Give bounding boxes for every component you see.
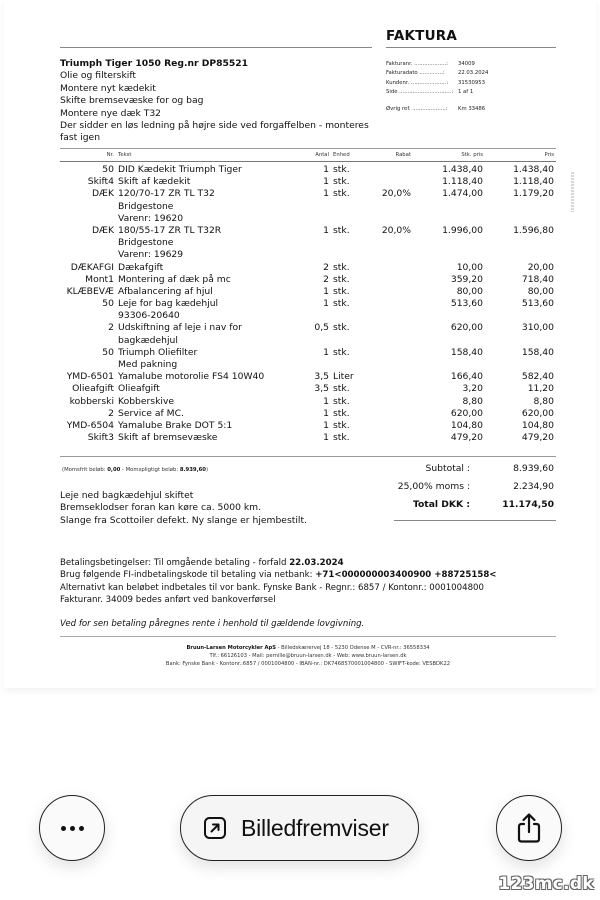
cell-pris: 1.596,80 xyxy=(513,224,554,236)
fi-text: Brug følgende FI-indbetalingskode til betaling via netbank: xyxy=(60,570,316,581)
note-line: Bremseklodser foran kan køre ca. 5000 km. xyxy=(60,502,262,514)
cell-nr: YMD-6501 xyxy=(66,371,114,383)
company-footer xyxy=(60,645,556,668)
divider xyxy=(60,148,556,149)
cell-stk-pris: 1.118,40 xyxy=(442,176,483,188)
cell-nr: DÆKAFGI xyxy=(70,261,114,273)
cell-stk-pris: 620,00 xyxy=(450,322,483,334)
cell-tekst-extra: Bridgestone xyxy=(118,237,174,249)
cell-tekst: Skift af bremsevæske xyxy=(118,432,218,444)
table-row xyxy=(60,262,556,274)
cell-stk-pris: 3,20 xyxy=(462,383,483,395)
reference-note: Fakturanr. 34009 bedes anført ved bankoverførsel xyxy=(60,595,276,606)
cell-pris: 104,80 xyxy=(521,419,554,431)
table-row xyxy=(60,274,556,286)
table-row xyxy=(60,396,556,408)
cell-nr: 2 xyxy=(108,322,114,334)
cell-enhed: stk. xyxy=(333,298,350,310)
cell-pris: 158,40 xyxy=(521,346,554,358)
company-name: Bruun-Larsen Motorcykler ApS xyxy=(186,645,277,651)
cell-enhed: stk. xyxy=(333,419,350,431)
cell-stk-pris: 166,40 xyxy=(450,371,483,383)
customer-number: 31530953 xyxy=(458,79,485,86)
cell-enhed: stk. xyxy=(333,164,350,175)
table-row xyxy=(60,408,556,420)
col-header-nr: Nr. xyxy=(106,152,114,158)
cell-antal: 1 xyxy=(323,188,329,200)
page-edge-marker xyxy=(571,172,574,212)
table-row xyxy=(60,188,556,225)
cell-nr: 50 xyxy=(102,346,114,358)
cell-antal: 2 xyxy=(323,273,329,285)
cell-antal: 1 xyxy=(323,298,329,310)
subject-line: Olie og filterskift xyxy=(60,70,136,82)
subtotal-value: 8.939,60 xyxy=(513,463,554,474)
table-row xyxy=(60,383,556,395)
more-button[interactable] xyxy=(39,795,105,861)
divider xyxy=(60,456,556,457)
cell-pris: 582,40 xyxy=(521,371,554,383)
invoice-subject xyxy=(60,58,380,145)
vat-liable-label: - Momspligtigt beløb: xyxy=(120,467,180,473)
table-row xyxy=(60,420,556,432)
invoice-title: FAKTURA xyxy=(386,28,457,44)
cell-tekst: Service af MC. xyxy=(118,407,184,419)
cell-nr: DÆK xyxy=(91,188,114,200)
invoice-lines xyxy=(60,164,556,444)
paren: ) xyxy=(205,467,209,473)
vat-free-amount: 0,00 xyxy=(107,467,121,473)
cell-antal: 2 xyxy=(323,261,329,273)
cell-enhed: stk. xyxy=(333,407,350,419)
vat-value: 2.234,90 xyxy=(513,481,554,492)
cell-tekst: Afbalancering af hjul xyxy=(118,285,213,297)
divider xyxy=(386,47,556,48)
terms-text: Betalingsbetingelser: Til omgående betaling - forfald xyxy=(60,558,290,568)
open-in-label: Billedfremviser xyxy=(241,814,389,841)
cell-antal: 1 xyxy=(323,176,329,188)
meta-label: Fakturanr. ...................: xyxy=(386,61,448,67)
cell-enhed: stk. xyxy=(333,432,350,444)
company-bank: Bank: Fynske Bank - Kontonr.:6857 / 0001004800 - IBAN-nr.: DK7468570001004800 - SWIFT-kode: VESBDK22 xyxy=(165,660,451,667)
cell-antal: 0,5 xyxy=(314,322,329,334)
cell-rabat: 20,0% xyxy=(381,224,411,236)
subject-line: Montere nyt kædekit xyxy=(60,82,156,94)
table-row xyxy=(60,286,556,298)
vat-liable-amount: 8.939,60 xyxy=(179,467,206,473)
cell-enhed: stk. xyxy=(333,176,350,188)
note-line: Slange fra Scottoiler defekt. Ny slange er hjembestilt. xyxy=(60,514,307,526)
table-row xyxy=(60,164,556,176)
cell-pris: 1.118,40 xyxy=(513,176,554,188)
col-header-tekst: Tekst xyxy=(118,152,132,158)
cell-stk-pris: 1.996,00 xyxy=(442,224,483,236)
cell-antal: 3,5 xyxy=(314,383,329,395)
cell-pris: 8,80 xyxy=(533,395,554,407)
cell-enhed: stk. xyxy=(333,188,350,200)
cell-tekst-extra: Med pakning xyxy=(118,359,178,370)
company-address: - Billedskærervej 18 - 5230 Odense M - CVR-nr.: 36558334 xyxy=(276,645,430,651)
col-header-stk-pris: Stk. pris xyxy=(461,152,483,158)
cell-enhed: stk. xyxy=(333,322,350,334)
cell-tekst: Skift af kædekit xyxy=(118,176,191,188)
subject-line: Montere nye dæk T32 xyxy=(60,107,162,119)
cell-tekst-extra: Bridgestone xyxy=(118,200,174,212)
other-reference: Km 33486 xyxy=(458,106,486,113)
cell-enhed: stk. xyxy=(333,261,350,273)
cell-tekst: Yamalube Brake DOT 5:1 xyxy=(118,419,233,431)
col-header-rabat: Rabat xyxy=(395,152,411,158)
cell-tekst: Dækafgift xyxy=(118,261,164,273)
meta-label: Øvrig ref. ....................: xyxy=(386,106,448,113)
cell-tekst: 180/55-17 ZR TL T32R xyxy=(118,224,222,236)
cell-tekst: Montering af dæk på mc xyxy=(118,273,231,285)
cell-tekst: Kobberskive xyxy=(118,395,175,407)
cell-nr: 2 xyxy=(108,407,114,419)
cell-tekst: 120/70-17 ZR TL T32 xyxy=(118,188,215,200)
meta-label: Side ...............................: xyxy=(386,88,454,95)
cell-antal: 1 xyxy=(323,419,329,431)
cell-pris: 479,20 xyxy=(521,432,554,444)
cell-nr: DÆK xyxy=(91,224,114,236)
cell-enhed: stk. xyxy=(333,285,350,297)
note-line: Leje ned bagkædehjul skiftet xyxy=(60,490,194,501)
cell-antal: 1 xyxy=(323,432,329,444)
subject-line: Skifte bremsevæske for og bag xyxy=(60,95,204,107)
share-icon xyxy=(515,812,543,844)
cell-nr: 50 xyxy=(102,164,114,175)
cell-enhed: stk. xyxy=(333,273,350,285)
cell-antal: 3,5 xyxy=(314,371,329,383)
cell-stk-pris: 104,80 xyxy=(450,419,483,431)
subject-line: Der sidder en løs ledning på højre side ved forgaffelben - monteres xyxy=(60,120,369,132)
cell-enhed: Liter xyxy=(333,371,354,383)
cell-stk-pris: 1.474,00 xyxy=(442,188,483,200)
cell-pris: 310,00 xyxy=(521,322,554,334)
watermark: 123mc.dk xyxy=(498,874,594,894)
invoice-date: 22.03.2024 xyxy=(458,70,489,77)
cell-stk-pris: 359,20 xyxy=(450,273,483,285)
cell-stk-pris: 10,00 xyxy=(456,261,483,273)
company-contact: Tlf.: 66126103 - Mail: pernille@bruun-larsen.dk - Web: www.bruun-larsen.dk xyxy=(209,652,407,659)
fi-code: +71<000000003400900 +88725158< xyxy=(315,570,497,581)
cell-pris: 620,00 xyxy=(521,407,554,419)
totals xyxy=(380,463,556,516)
invoice-meta xyxy=(386,60,556,114)
cell-antal: 1 xyxy=(323,395,329,407)
cell-stk-pris: 8,80 xyxy=(462,395,483,407)
cell-stk-pris: 479,20 xyxy=(450,432,483,444)
due-date: 22.03.2024 xyxy=(289,558,344,568)
cell-nr: Skift3 xyxy=(87,432,114,444)
cell-nr: Skift4 xyxy=(87,176,114,188)
col-header-pris: Pris xyxy=(544,152,554,158)
cell-antal: 1 xyxy=(323,224,329,236)
cell-pris: 718,40 xyxy=(521,273,554,285)
cell-tekst: Leje for bag kædehjul xyxy=(118,298,219,310)
table-header xyxy=(60,152,556,161)
cell-enhed: stk. xyxy=(333,224,350,236)
cell-nr: Olieafgift xyxy=(72,383,114,395)
vat-free-label: (Momsfrit beløb: xyxy=(62,467,108,473)
vat-summary xyxy=(62,467,208,473)
col-header-antal: Antal xyxy=(315,152,329,158)
cell-tekst-extra: Varenr: 19620 xyxy=(118,212,184,224)
cell-pris: 1.179,20 xyxy=(513,188,554,200)
vat-label: 25,00% moms : xyxy=(397,481,470,492)
cell-tekst-extra: bagkædehjul xyxy=(118,334,178,346)
cell-enhed: stk. xyxy=(333,383,350,395)
table-row xyxy=(60,225,556,262)
cell-tekst: Udskiftning af leje i nav for xyxy=(118,322,242,334)
divider xyxy=(60,636,556,637)
page-number: 1 af 1 xyxy=(458,88,474,95)
cell-tekst: Yamalube motorolie FS4 10W40 xyxy=(118,371,265,383)
cell-nr: Mont1 xyxy=(85,273,114,285)
cell-pris: 513,60 xyxy=(521,298,554,310)
table-row xyxy=(60,432,556,444)
open-in-image-viewer-button[interactable] xyxy=(180,795,419,861)
divider xyxy=(60,161,556,162)
divider xyxy=(394,520,556,521)
cell-nr: 50 xyxy=(102,298,114,310)
cell-nr: YMD-6504 xyxy=(66,419,114,431)
cell-stk-pris: 513,60 xyxy=(450,298,483,310)
cell-tekst-extra: Varenr: 19629 xyxy=(118,249,184,261)
cell-tekst: Olieafgift xyxy=(118,383,160,395)
share-button[interactable] xyxy=(496,795,562,861)
cell-stk-pris: 158,40 xyxy=(450,346,483,358)
subject-title: Triumph Tiger 1050 Reg.nr DP85521 xyxy=(60,58,249,69)
cell-nr: KLÆBEVÆ xyxy=(66,285,114,297)
cell-antal: 1 xyxy=(323,407,329,419)
table-row xyxy=(60,347,556,371)
arrow-up-right-square-icon xyxy=(203,816,227,840)
meta-label: Kundenr. .....................: xyxy=(386,79,449,86)
cell-stk-pris: 80,00 xyxy=(456,285,483,297)
table-row xyxy=(60,371,556,383)
divider xyxy=(60,47,372,48)
table-row xyxy=(60,176,556,188)
cell-tekst-extra: 93306-20640 xyxy=(118,310,180,322)
total-label: Total DKK : xyxy=(412,499,470,510)
subtotal-label: Subtotal : xyxy=(425,463,470,474)
cell-stk-pris: 620,00 xyxy=(450,407,483,419)
cell-tekst: Triumph Oliefilter xyxy=(118,346,198,358)
cell-enhed: stk. xyxy=(333,395,350,407)
subject-line: fast igen xyxy=(60,132,101,144)
cell-pris: 1.438,40 xyxy=(513,164,554,175)
meta-label: Fakturadato ..............: xyxy=(386,70,445,77)
col-header-enhed: Enhed xyxy=(333,152,350,158)
cell-antal: 1 xyxy=(323,164,329,175)
cell-antal: 1 xyxy=(323,285,329,297)
cell-pris: 11,20 xyxy=(527,383,554,395)
invoice-number: 34009 xyxy=(458,61,475,67)
invoice-notes xyxy=(60,490,380,527)
total-value: 11.174,50 xyxy=(502,499,554,510)
payment-terms xyxy=(60,557,556,630)
cell-nr: kobberski xyxy=(69,395,114,407)
alt-bank-text: Alternativt kan beløbet indbetales til vor bank. Fynske Bank - Regnr.: 6857 / Kontonr.: 0001004800 xyxy=(60,582,484,593)
cell-rabat: 20,0% xyxy=(381,188,411,200)
cell-stk-pris: 1.438,40 xyxy=(442,164,483,175)
cell-antal: 1 xyxy=(323,346,329,358)
late-payment-note: Ved for sen betaling påregnes rente i henhold til gældende lovgivning. xyxy=(60,618,365,629)
cell-pris: 20,00 xyxy=(527,261,554,273)
table-row xyxy=(60,322,556,346)
table-row xyxy=(60,298,556,322)
invoice-page xyxy=(4,0,596,688)
cell-enhed: stk. xyxy=(333,346,350,358)
ellipsis-icon xyxy=(61,826,84,831)
cell-tekst: DID Kædekit Triumph Tiger xyxy=(118,164,242,175)
cell-pris: 80,00 xyxy=(527,285,554,297)
